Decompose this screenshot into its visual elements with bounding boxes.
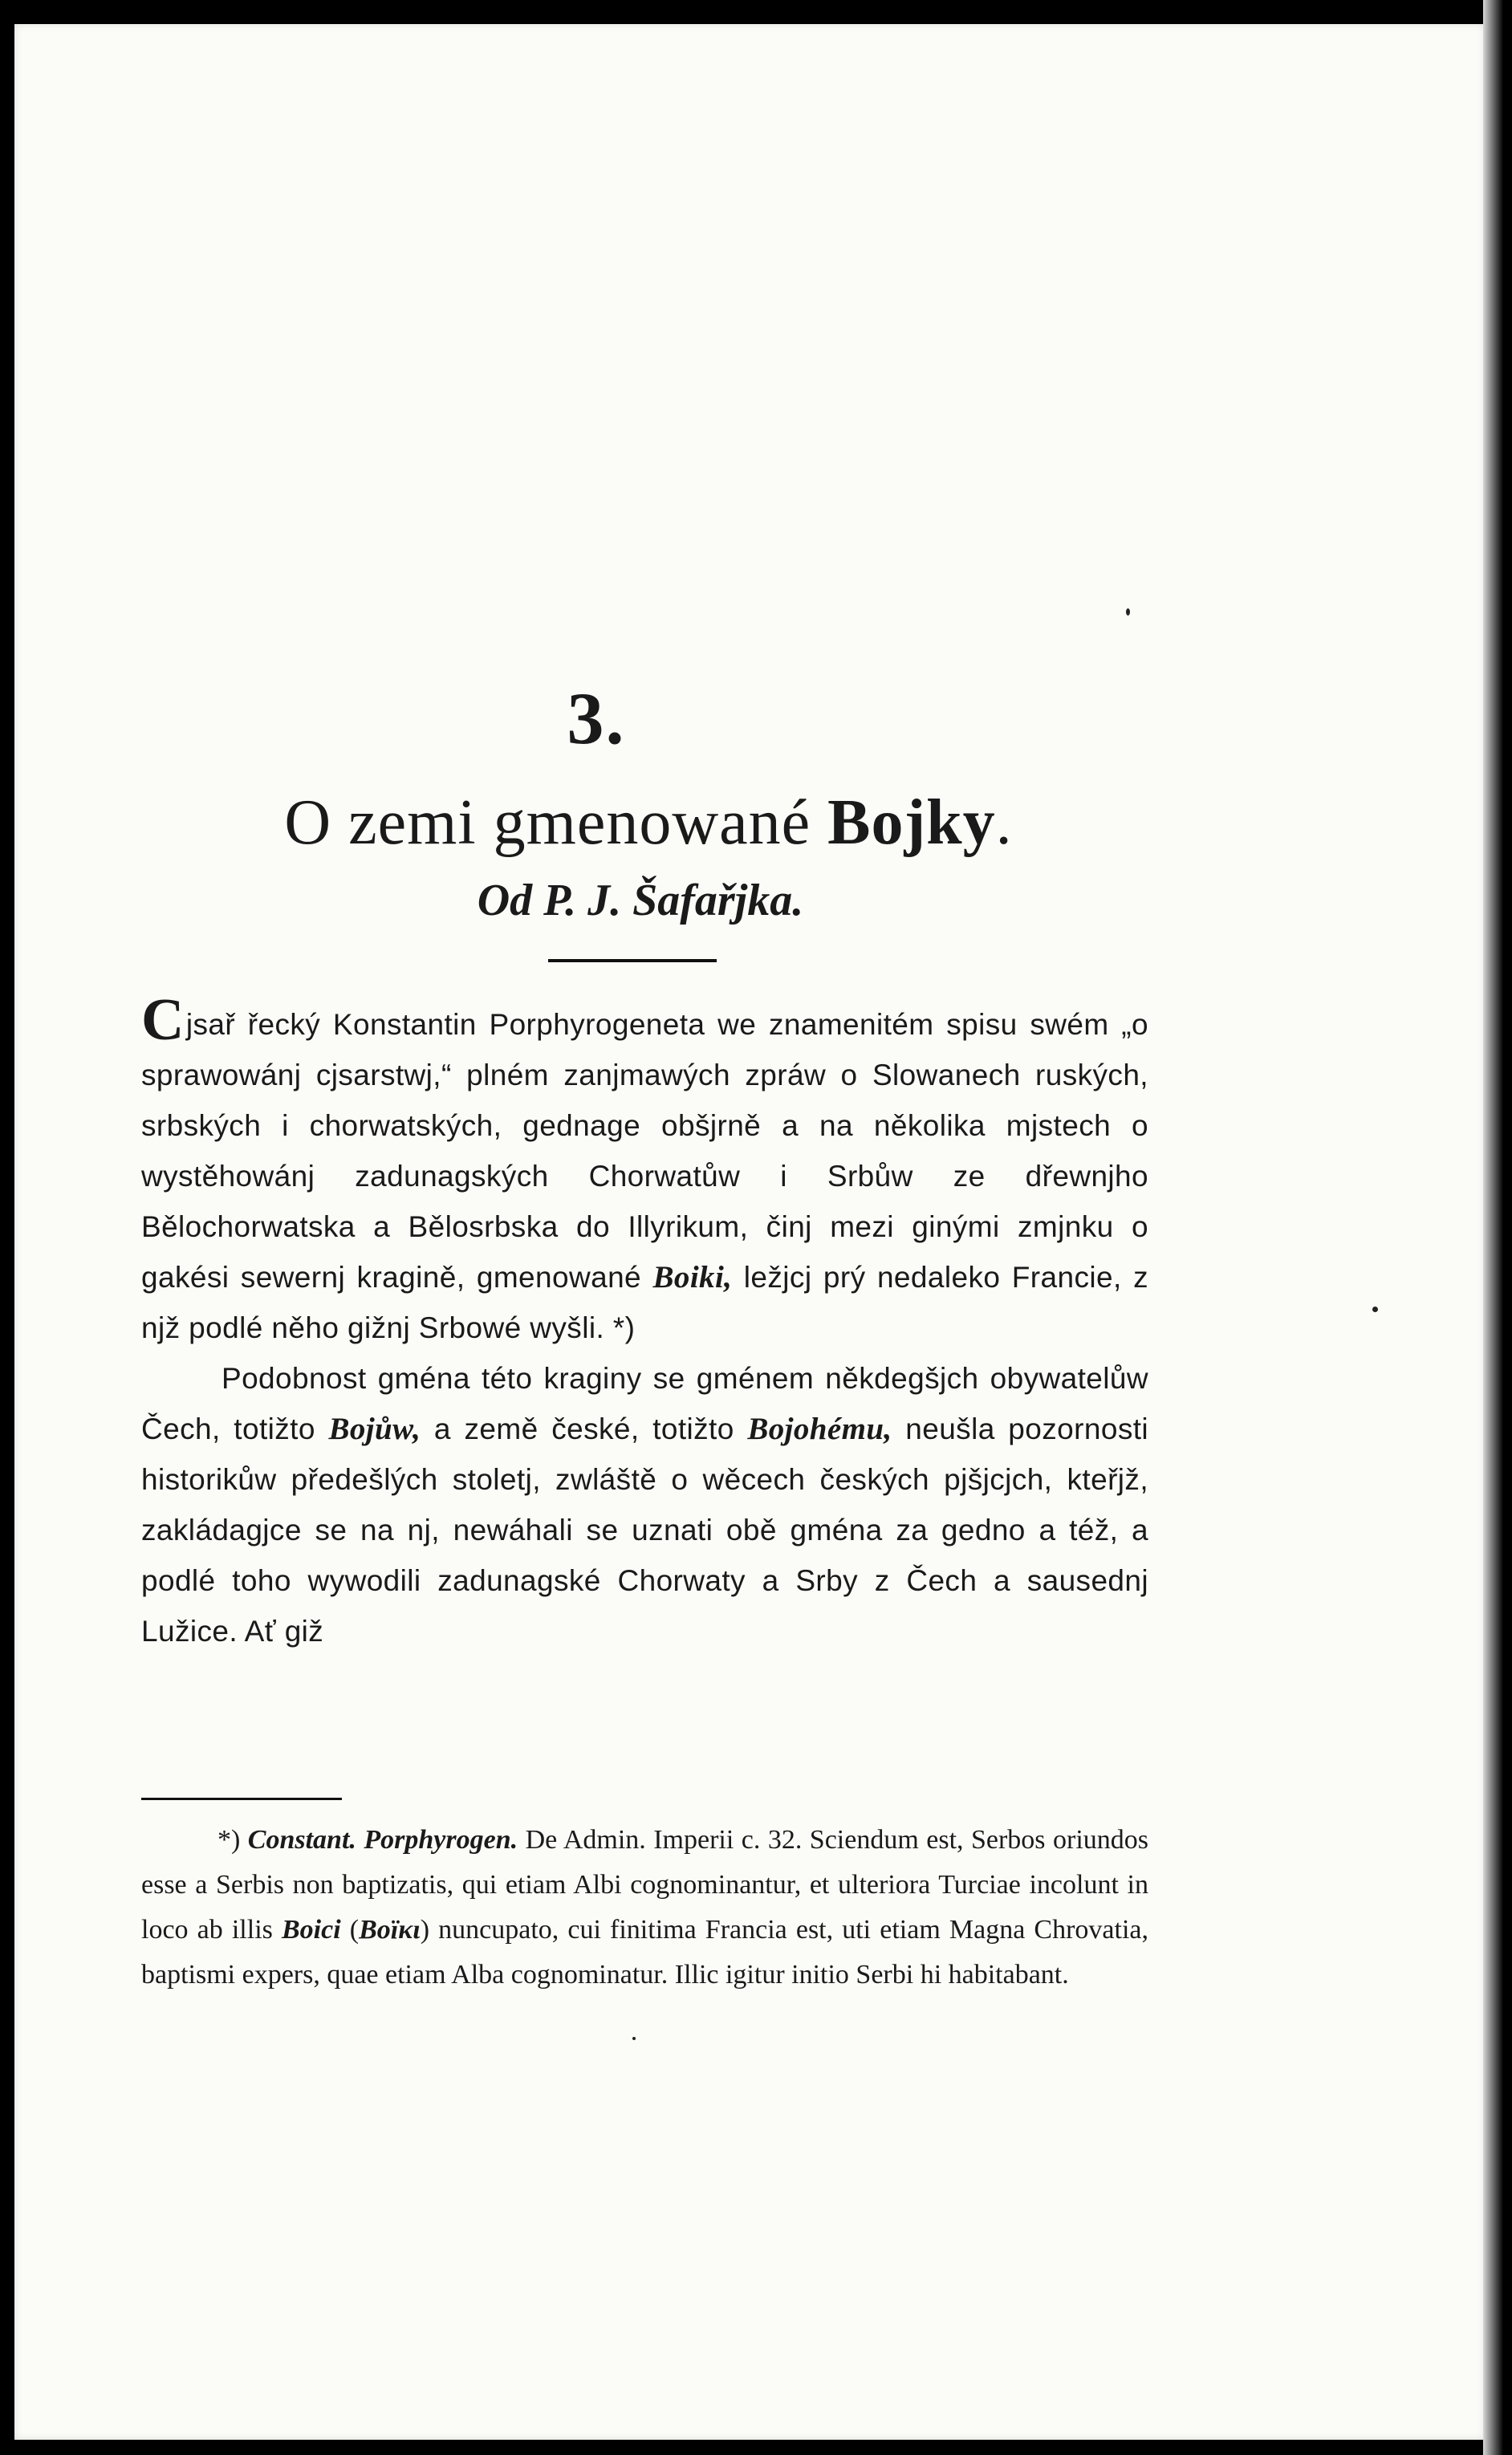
dust-speck [632, 2037, 636, 2040]
paragraph-1 [141, 987, 1149, 1353]
dust-speck [1372, 1307, 1378, 1312]
footnote-emphasis-2: Boici [282, 1915, 341, 1945]
chapter-number: 3. [567, 677, 626, 759]
drop-cap: C [141, 987, 185, 1053]
scan-edge-shadow [1483, 0, 1512, 2455]
p1-text-b: ležjcj prý nedaleko Francie, z njž podlé něho gižnj Srbowé wyšli. *) [141, 1261, 1149, 1344]
footnote-divider [141, 1798, 342, 1800]
footnote [141, 1818, 1148, 1998]
title-name: Bojky [827, 787, 996, 858]
footnote-text-c: ) nuncupato, cui finitima Francia est, uti etiam Magna Chrovatia, baptismi expers, quae etiam Alba cognominatur. Illic igitur initio Serbi hi habitabant. [141, 1915, 1148, 1990]
p2-text-a: Podobnost gména této kraginy se gménem někdegšjch obywatelůw Čech, totižto [141, 1362, 1148, 1445]
footnote-marker: *) [217, 1825, 248, 1855]
p2-text-c: neušla pozornosti historikůw předešlých stoletj, zwláště o wěcech českých pjšjcjch, kteřjž, zakládagjce se na nj, newáhali se uznati obě gména za gedno a též, a podlé toho wywodili zadunagské Chorwaty a Srby z Čech a sausednj Lužice. Ať giž [141, 1412, 1149, 1648]
paragraph-2 [141, 1353, 1148, 1656]
p2-emphasis-2: Bojohému, [747, 1412, 892, 1446]
title-suffix: . [995, 787, 1013, 858]
p2-emphasis-1: Bojůw, [328, 1412, 421, 1446]
footnote-paragraph [141, 1818, 1148, 1998]
author-line: Od P. J. Šafařjka. [477, 876, 804, 925]
title-divider [548, 959, 717, 962]
footnote-text-b: ( [340, 1915, 360, 1945]
p1-text-a: jsař řecký Konstantin Porphyrogeneta we znamenitém spisu swém „o sprawowánj cjsarstwj,“ plném zanjmawých zpráw o Slowanech ruských, srbských i chorwatských, gednage obšjrně a na několika mjstech o wystěhowánj zadunagských Chorwatůw i Srbůw ze dřewnjho Bělochorwatska a Bělosrbska do Illyrikum, činj mezi ginými zmjnku o gakési sewernj kragině, gmenowané [141, 1008, 1148, 1294]
footnote-emphasis-1: Constant. Porphyrogen. [247, 1825, 518, 1855]
p1-emphasis: Boiki, [652, 1260, 733, 1295]
main-text [141, 987, 1149, 1656]
book-page [14, 24, 1485, 2440]
chapter-title [14, 786, 1282, 860]
p2-text-b: a země české, totižto [421, 1412, 748, 1445]
footnote-emphasis-3: Βοϊκι [359, 1915, 421, 1945]
title-prefix: O zemi gmenowané [284, 787, 828, 858]
footnote-text-a: De Admin. Imperii c. 32. Sciendum est, Serbos oriundos esse a Serbis non baptizatis, qui etiam Albi cognominantur, et ulteriora Turciae incolunt in loco ab illis [141, 1825, 1149, 1945]
dust-speck [1126, 608, 1130, 616]
